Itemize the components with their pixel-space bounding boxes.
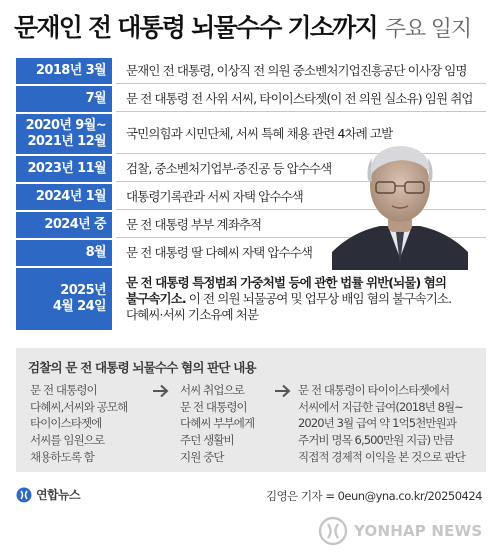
yonhap-watermark-icon [318, 516, 348, 546]
timeline-date: 2018년 3월 [16, 58, 112, 84]
watermark [318, 514, 494, 548]
portrait-photo [332, 140, 468, 270]
indictment-line: 문 전 대통령 특정범죄 가중처벌 등에 관한 법률 위반(뇌물) 혐의 [126, 274, 447, 290]
timeline-row [16, 86, 486, 112]
timeline-date: 2025년 4월 24일 [16, 268, 112, 330]
logo-text: 연합뉴스 [36, 488, 80, 502]
timeline-event: 문 전 대통령 전 사위 서씨, 타이이스타젯(이 전 의원 실소유) 임원 취업 [126, 90, 473, 106]
timeline-event [126, 268, 486, 330]
arrow-right-icon [152, 384, 170, 398]
timeline-date: 8월 [16, 240, 112, 266]
indictment-line [126, 291, 451, 307]
indictment-line: 다혜씨·서씨 기소유예 처분 [126, 307, 259, 323]
timeline-event: 문 전 대통령 딸 다혜씨 자택 압수수색 [126, 244, 313, 260]
timeline-date: 2020년 9월~ 2021년 12월 [16, 114, 112, 154]
timeline-date: 2024년 중 [16, 212, 112, 238]
watermark-text: YONHAP NEWS [354, 522, 483, 540]
judgment-step: 문 전 대통령이 다혜씨,서씨와 공모해 타이이스타젯에 서씨를 임원으로 채용하도록 함 [30, 383, 128, 464]
footer [16, 486, 486, 506]
indictment-bold: 불구속기소. [126, 290, 186, 306]
row-divider [116, 83, 486, 84]
timeline-event: 국민의힘과 시민단체, 서씨 특혜 채용 관련 4차례 고발 [126, 125, 393, 141]
indictment-rest: 이 전 의원 뇌물공여 및 업무상 배임 혐의 불구속기소. [185, 290, 452, 306]
timeline-date: 2024년 1월 [16, 184, 112, 210]
judgment-step: 문 전 대통령이 타이이스타젯에서 서씨에서 지급한 급여(2018년 8월~ 2020년 3월 급여 약 1억5천만원과 주거비 명목 6,500만원 지급) 만큼 직접적 경제적 이익을 본 것으로 판단 [298, 383, 465, 464]
timeline-event: 대통령기록관과 서씨 자택 압수수색 [126, 188, 303, 204]
page-title: 문재인 전 대통령 뇌물수수 기소까지 [14, 13, 377, 42]
timeline-row-final [16, 268, 486, 330]
judgment-step: 서씨 취업으로 문 전 대통령이 다혜씨 부부에게 주던 생활비 지원 중단 [180, 383, 255, 464]
page-subtitle: 주요 일지 [384, 17, 471, 42]
reporter-credit: 김영은 기자 = 0eun@yna.co.kr/20250424 [265, 489, 482, 503]
header [14, 8, 489, 52]
timeline-row [16, 58, 486, 84]
judgment-panel [16, 348, 486, 472]
row-divider [116, 111, 486, 112]
yonhap-logo-icon [16, 487, 32, 503]
timeline-date: 2023년 11월 [16, 156, 112, 182]
arrow-right-icon [274, 384, 292, 398]
timeline-date: 7월 [16, 86, 112, 112]
timeline-event: 문 전 대통령 부부 계좌추적 [126, 216, 262, 232]
yonhap-logo [16, 486, 80, 503]
timeline-event: 검찰, 중소벤처기업부·중진공 등 압수수색 [126, 160, 332, 176]
timeline-event: 문재인 전 대통령, 이상직 전 의원 중소벤처기업진흥공단 이사장 임명 [126, 62, 467, 78]
judgment-title: 검찰의 문 전 대통령 뇌물수수 혐의 판단 내용 [28, 360, 256, 375]
